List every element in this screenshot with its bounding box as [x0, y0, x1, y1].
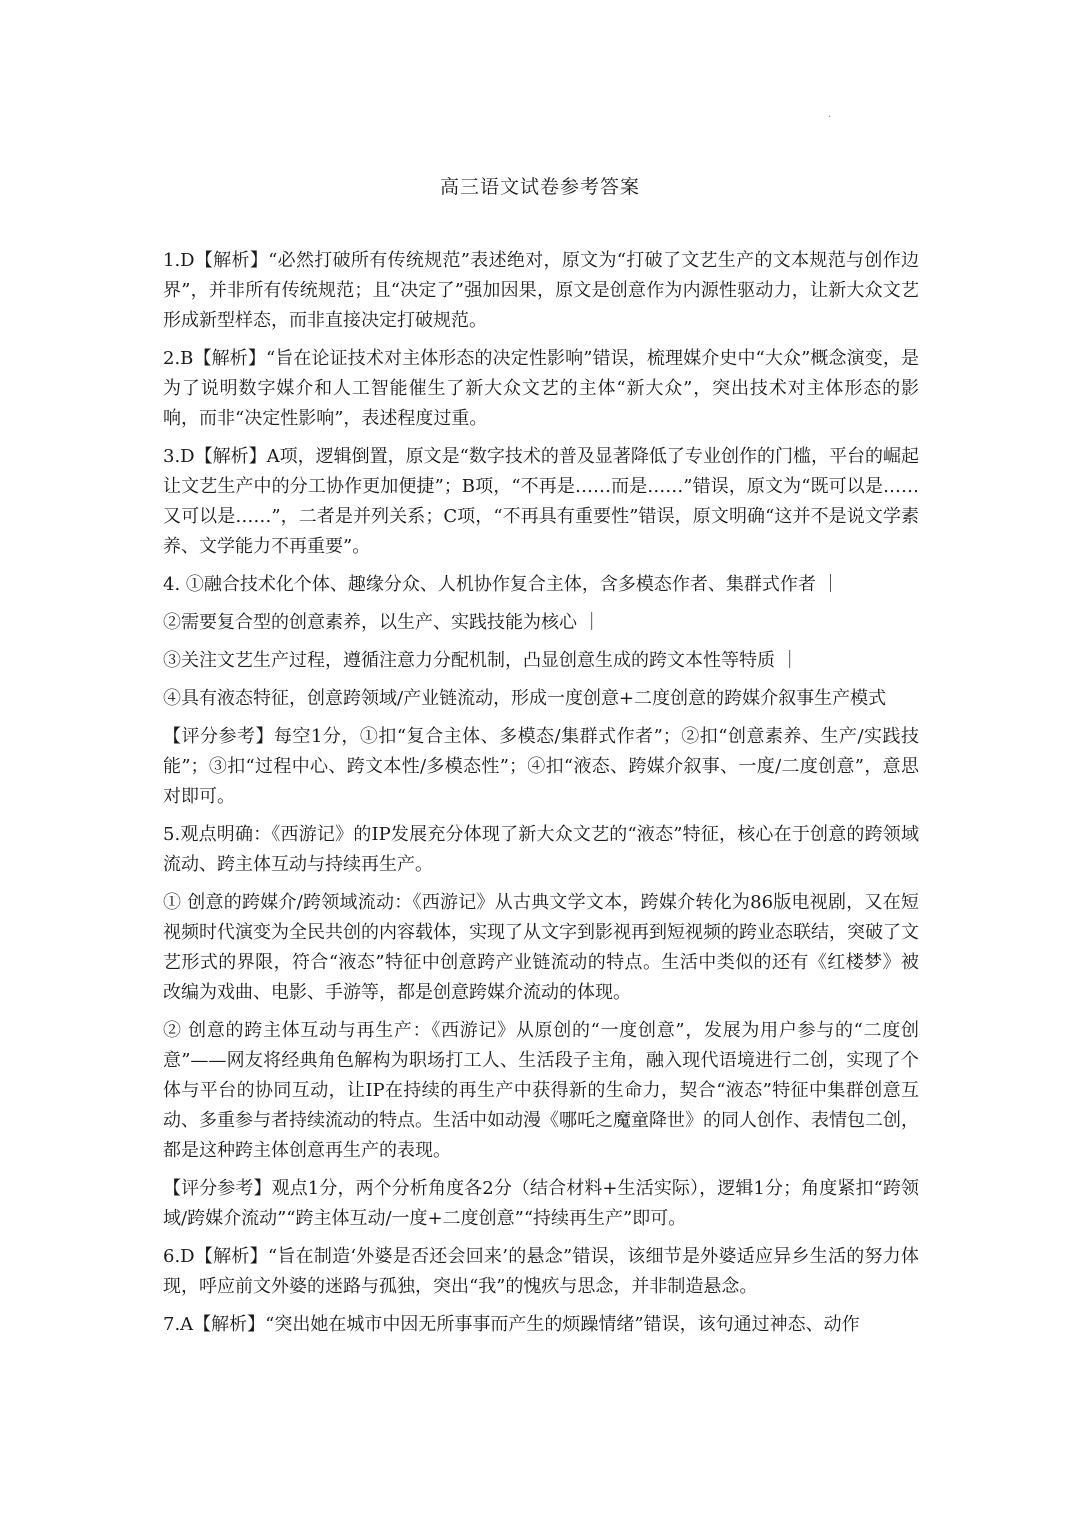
answer-2: 2.B【解析】“旨在论证技术对主体形态的决定性影响”错误，梳理媒介史中“大众”概念演变，是为了说明数字媒介和人工智能催生了新大众文艺的主体“新大众”，突出技术对主体形态的影响，而非“决定性影响”，表述程度过重。: [163, 348, 919, 429]
answer-1: 1.D【解析】“必然打破所有传统规范”表述绝对，原文为“打破了文艺生产的文本规范与创作边界”，并非所有传统规范；且“决定了”强加因果，原文是创意作为内源性驱动力，让新大众文艺形成新型样态，而非直接决定打破规范。: [163, 250, 919, 331]
answer-6: 6.D【解析】“旨在制造‘外婆是否还会回来’的悬念”错误，该细节是外婆适应异乡生活的努力体现，呼应前文外婆的迷路与孤独，突出“我”的愧疚与思念，并非制造悬念。: [163, 1246, 919, 1297]
answer-body: [163, 246, 919, 1348]
answer-3: 3.D【解析】A项，逻辑倒置，原文是“数字技术的普及显著降低了专业创作的门槛，平台的崛起让文艺生产中的分工协作更加便捷”；B项，“不再是……而是……”错误，原文为“既可以是……又可以是……”，二者是并列关系；C项，“不再具有重要性”错误，原文明确“这并不是说文学素养、文学能力不再重要”。: [163, 446, 919, 557]
answer-5-point-2: ② 创意的跨主体互动与再生产：《西游记》从原创的“一度创意”，发展为用户参与的“二度创意”——网友将经典角色解构为职场打工人、生活段子主角，融入现代语境进行二创，实现了个体与平台的协同互动，让IP在持续的再生产中获得新的生命力，契合“液态”特征中集群创意互动、多重参与者持续流动的特点。生活中如动漫《哪吒之魔童降世》的同人创作、表情包二创，都是这种跨主体创意再生产的表现。: [163, 1020, 919, 1161]
answer-5-point-1: ① 创意的跨媒介/跨领域流动：《西游记》从古典文学文本，跨媒介转化为86版电视剧，又在短视频时代演变为全民共创的内容载体，实现了从文字到影视再到短视频的跨业态联结，突破了文艺形式的界限，符合“液态”特征中创意跨产业链流动的特点。生活中类似的还有《红楼梦》被改编为戏曲、电影、手游等，都是创意跨媒介流动的体现。: [163, 892, 919, 1003]
answer-5-scoring: 【评分参考】观点1分，两个分析角度各2分（结合材料+生活实际），逻辑1分；角度紧扣“跨领域/跨媒介流动”“跨主体互动/一度+二度创意”“持续再生产”即可。: [163, 1178, 919, 1229]
page-title: 高三语文试卷参考答案: [439, 176, 640, 198]
answer-4-point-4: ④具有液态特征，创意跨领域/产业链流动，形成一度创意+二度创意的跨媒介叙事生产模式: [163, 688, 887, 709]
answer-5-thesis: 5.观点明确：《西游记》的IP发展充分体现了新大众文艺的“液态”特征，核心在于创意的跨领域流动、跨主体互动与持续再生产。: [163, 824, 919, 875]
answer-7: 7.A【解析】“突出她在城市中因无所事事而产生的烦躁情绪”错误，该句通过神态、动作: [163, 1314, 860, 1335]
answer-4-point-2: ②需要复合型的创意素养，以生产、实践技能为核心 ｜: [163, 612, 601, 633]
corner-mark: ·: [828, 112, 832, 123]
answer-4-scoring: 【评分参考】每空1分，①扣“复合主体、多模态/集群式作者”；②扣“创意素养、生产/实践技能”；③扣“过程中心、跨文本性/多模态性”；④扣“液态、跨媒介叙事、一度/二度创意”，意思对即可。: [163, 726, 919, 807]
answer-4-point-3: ③关注文艺生产过程，遵循注意力分配机制，凸显创意生成的跨文本性等特质 ｜: [163, 650, 799, 671]
answer-4-point-1: 4. ①融合技术化个体、趣缘分众、人机协作复合主体，含多模态作者、集群式作者 ｜: [163, 574, 840, 595]
